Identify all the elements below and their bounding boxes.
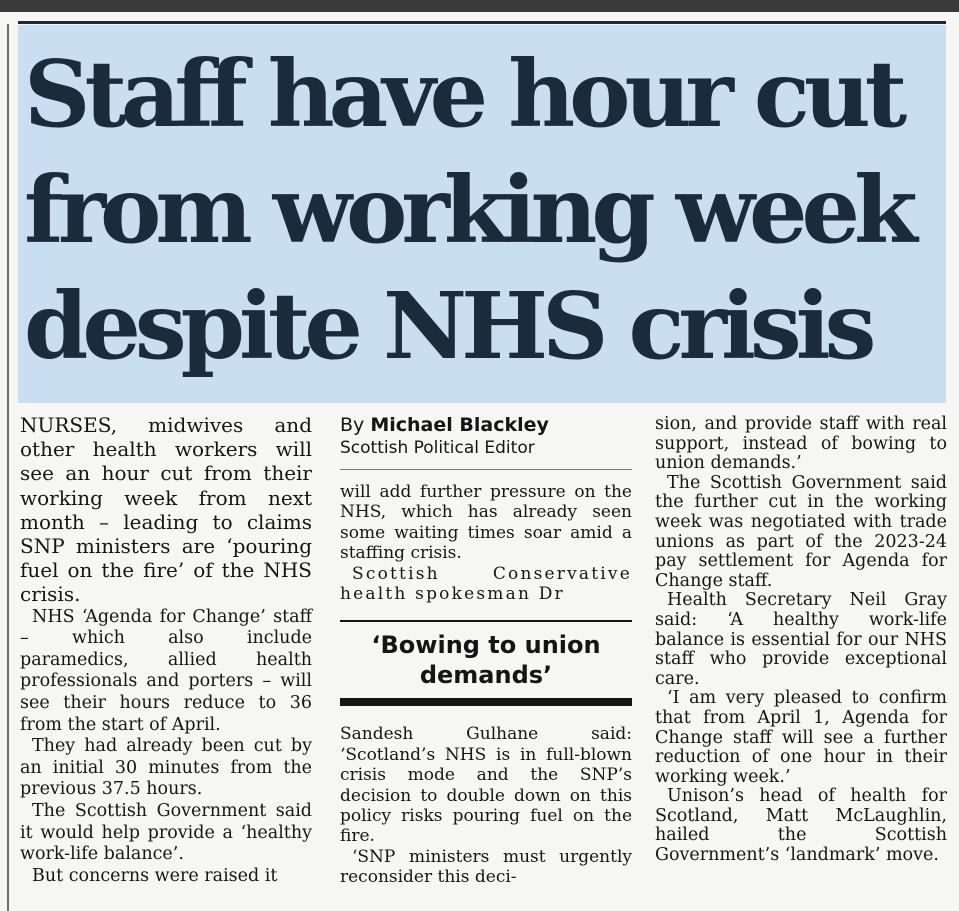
paragraph: Health Secretary Neil Gray said: ‘A healthy work-life balance is essential for our NHS staff who provide exceptional care.: [655, 590, 947, 689]
pullquote-rule-bottom: [340, 698, 632, 706]
paragraph: The Scottish Government said it would help provide a ‘healthy work-life balance’.: [20, 800, 312, 865]
page-margin-rule: [7, 24, 9, 911]
headline: [24, 36, 944, 384]
paragraph: The Scottish Government said the further cut in the working week was negotiated with trade unions as part of the 2023-24 pay settlement for Agenda for Change staff.: [655, 472, 947, 591]
byline-role: Scottish Political Editor: [340, 438, 535, 458]
paragraph: But concerns were raised it: [32, 865, 278, 886]
paragraph: Unison’s head of health for Scotland, Matt McLaughlin, hailed the Scottish Government’s ‘landmark’ move.: [655, 786, 947, 866]
headline-line-2: from working week: [24, 156, 912, 264]
byline: [340, 413, 632, 437]
paragraph: ‘SNP ministers must urgently reconsider this deci-: [340, 846, 632, 888]
paragraph: They had already been cut by an initial 30 minutes from the previous 37.5 hours.: [20, 736, 312, 800]
headline-line-1: Staff have hour cut: [24, 40, 902, 148]
pullquote-line-2: demands’: [419, 661, 553, 690]
top-dark-bar: [0, 0, 959, 12]
paragraph: NHS ‘Agenda for Change’ staff – which also include paramedics, allied health professionals and porters – will see their hours reduce to 36 from the start of April.: [20, 606, 312, 735]
paragraph: Scottish Conservative health spokesman Dr: [340, 563, 632, 605]
paragraph: ‘I am very pleased to confirm that from April 1, Agenda for Change staff will see a further reduction of one hour in their working week.’: [655, 688, 947, 787]
article-column-2: [340, 413, 632, 888]
byline-by: By: [340, 414, 365, 436]
masthead-rule: [18, 21, 946, 24]
lead-paragraph: NURSES, midwives and other health workers will see an hour cut from their working week from next month – leading to claims SNP ministers are ‘pouring fuel on the fire’ of the NHS crisis.: [20, 413, 312, 607]
paragraph: Sandesh Gulhane said: ‘Scotland’s NHS is in full-blown crisis mode and the SNP’s decision to double down on this policy risks pouring fuel on the fire.: [340, 724, 632, 847]
headline-line-3: despite NHS crisis: [24, 272, 871, 380]
article-column-1: [20, 413, 312, 887]
pullquote-rule-top: [340, 620, 632, 622]
article-column-3: [655, 415, 947, 866]
pullquote-line-1: ‘Bowing to union: [371, 631, 601, 660]
paragraph: sion, and provide staff with real support, instead of bowing to union demands.’: [655, 414, 947, 474]
byline-author: Michael Blackley: [370, 414, 549, 436]
byline-divider: [340, 469, 632, 470]
pullquote: [340, 630, 632, 690]
paragraph: will add further pressure on the NHS, which has already seen some waiting times soar amid a staffing crisis.: [340, 482, 632, 564]
